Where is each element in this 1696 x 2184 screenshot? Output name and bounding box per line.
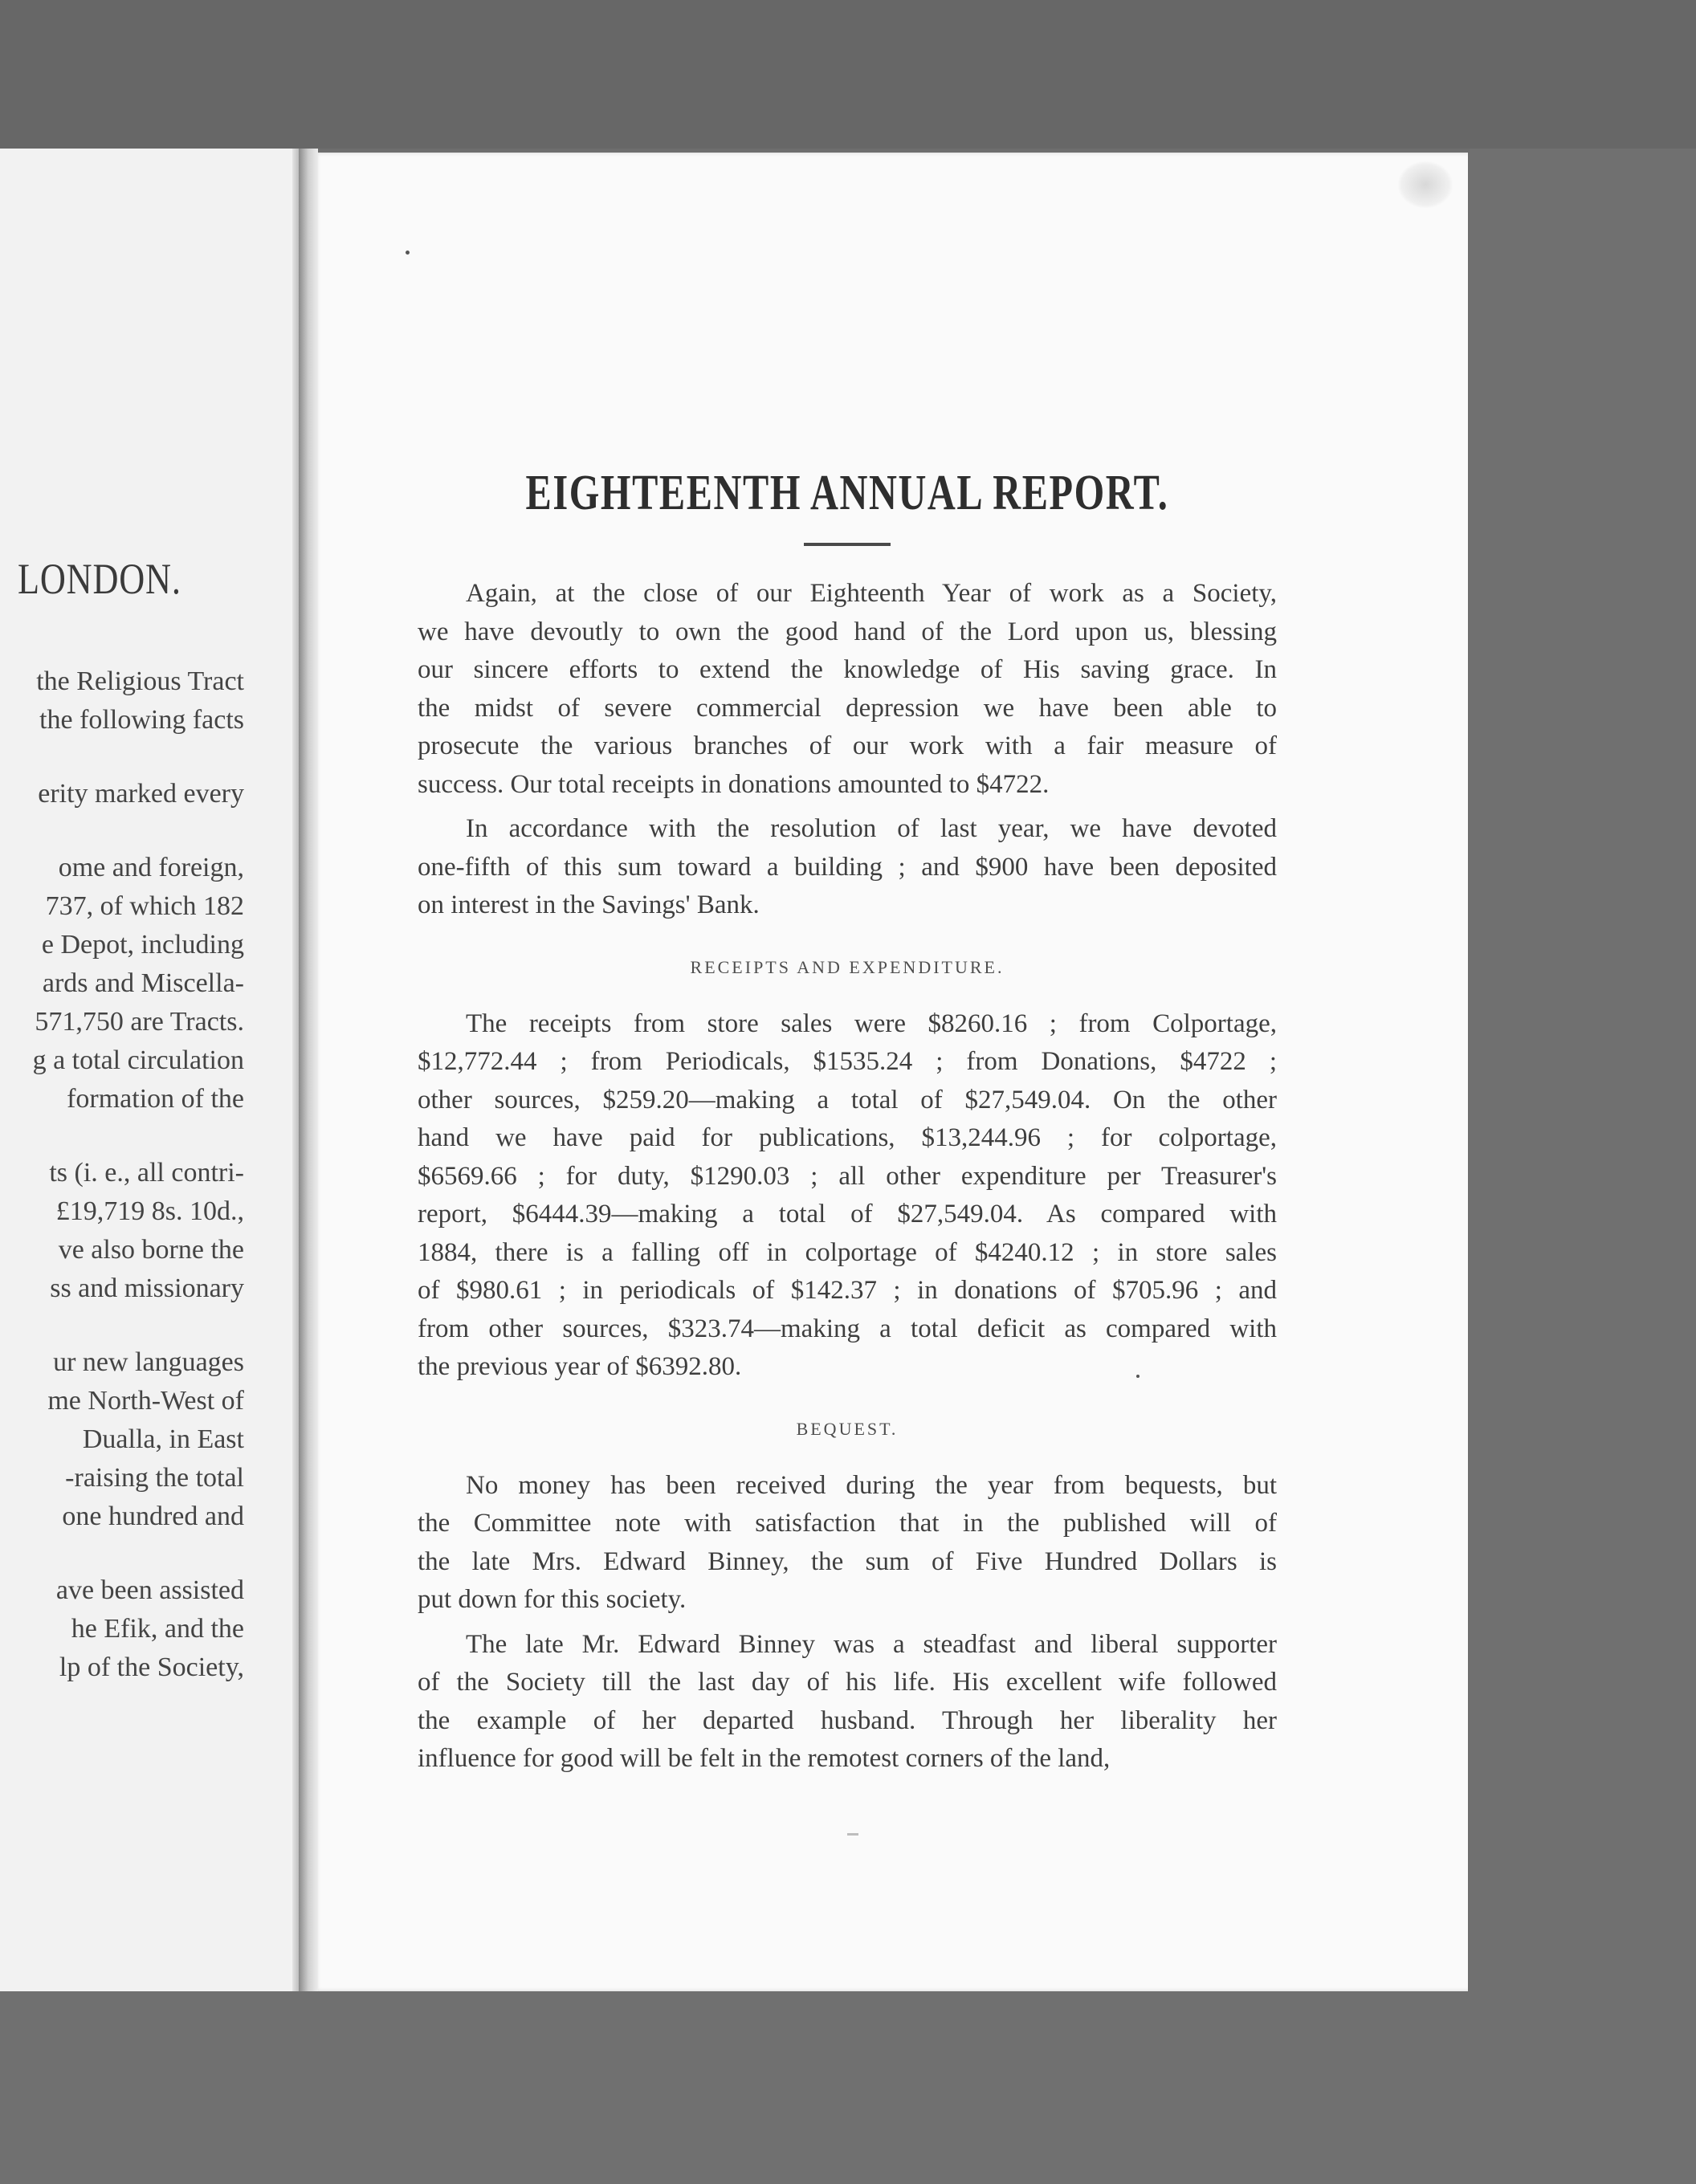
line-gap: [0, 1308, 244, 1343]
text-line: on interest in the Savings' Bank.: [418, 890, 760, 919]
report-title: EIGHTEENTH ANNUAL REPORT.: [525, 466, 1169, 520]
text-line: prosecute the various branches of our work with a fair measure of: [418, 731, 1277, 760]
left-facing-page: [0, 149, 305, 1991]
left-page-line: ss and missionary: [50, 1273, 244, 1303]
left-page-heading: LONDON.: [18, 555, 181, 603]
bequest-paragraph: [418, 1467, 1277, 1620]
scanner-background-right: [1470, 149, 1696, 2184]
text-line: we have devoutly to own the good hand of the Lord upon us, blessing: [418, 617, 1277, 646]
left-page-line: ve also borne the: [58, 1235, 244, 1265]
left-page-line: me North-West of: [47, 1386, 244, 1416]
binney-paragraph: [418, 1626, 1277, 1779]
text-line: one-fifth of this sum toward a building ; and $900 have been deposited: [418, 852, 1277, 882]
text-line: the Committee note with satisfaction that in the published will of: [418, 1509, 1277, 1538]
text-line: the midst of severe commercial depression we have been able to: [418, 693, 1277, 723]
text-line: Again, at the close of our Eighteenth Year of work as a Society,: [466, 579, 1277, 608]
left-page-line: ave been assisted: [55, 1575, 244, 1605]
left-page-line: erity marked every: [38, 779, 244, 809]
text-line: hand we have paid for publications, $13,244.96 ; for colportage,: [418, 1123, 1277, 1152]
text-line: $6569.66 ; for duty, $1290.03 ; all other expenditure per Treasurer's: [418, 1161, 1277, 1191]
page-speck: [406, 251, 410, 255]
text-line: of $980.61 ; in periodicals of $142.37 ; in donations of $705.96 ; and: [418, 1276, 1277, 1305]
book-gutter: [299, 149, 318, 1991]
receipts-paragraph: [418, 1005, 1277, 1387]
bottom-mark: [847, 1833, 858, 1836]
title-rule: [804, 543, 891, 546]
left-page-line: formation of the: [67, 1084, 244, 1114]
bequest-section-heading: BEQUEST.: [796, 1418, 899, 1439]
left-page-text: [0, 662, 244, 1687]
text-line: $12,772.44 ; from Periodicals, $1535.24 ; from Donations, $4722 ;: [418, 1047, 1277, 1076]
line-gap: [0, 740, 244, 775]
left-page-line: lp of the Society,: [59, 1652, 244, 1682]
left-page-line: ards and Miscella-: [42, 968, 244, 998]
text-line: the late Mrs. Edward Binney, the sum of Five Hundred Dollars is: [418, 1546, 1277, 1576]
text-line: other sources, $259.20—making a total of $27,549.04. On the other: [418, 1085, 1277, 1114]
text-line: of the Society till the last day of his life. His excellent wife followed: [418, 1668, 1277, 1697]
text-line: the previous year of $6392.80.: [418, 1352, 742, 1381]
left-page-line: he Efik, and the: [71, 1614, 244, 1644]
text-line: The receipts from store sales were $8260.16 ; from Colportage,: [466, 1008, 1277, 1038]
left-page-line: £19,719 8s. 10d.,: [55, 1196, 244, 1226]
left-page-line: ur new languages: [53, 1347, 244, 1377]
text-line: 1884, there is a falling off in colportage of $4240.12 ; in store sales: [418, 1237, 1277, 1267]
text-line: from other sources, $323.74—making a total deficit as compared with: [418, 1314, 1277, 1343]
left-page-line: the following facts: [39, 705, 244, 735]
left-page-line: 737, of which 182: [45, 891, 244, 921]
left-page-line: ome and foreign,: [58, 853, 244, 882]
text-line: the example of her departed husband. Through her liberality her: [418, 1705, 1277, 1735]
line-gap: [0, 813, 244, 849]
text-line: The late Mr. Edward Binney was a steadfast and liberal supporter: [466, 1629, 1277, 1659]
line-gap: [0, 1536, 244, 1571]
intro-paragraph: [418, 575, 1277, 804]
report-content: [418, 466, 1277, 1779]
scanner-background-top: [0, 0, 1696, 149]
page-corner-wear: [1397, 161, 1453, 209]
text-line: success. Our total receipts in donations amounted to $4722.: [418, 769, 1050, 799]
line-gap: [0, 1118, 244, 1154]
left-page-line: the Religious Tract: [36, 666, 244, 696]
text-line: put down for this society.: [418, 1585, 687, 1614]
text-line: In accordance with the resolution of last year, we have devoted: [466, 814, 1277, 843]
scanner-background-bottom: [0, 1991, 1696, 2184]
left-page-line: g a total circulation: [32, 1045, 244, 1075]
text-line: influence for good will be felt in the remotest corners of the land,: [418, 1744, 1111, 1773]
text-line: our sincere efforts to extend the knowledge of His saving grace. In: [418, 655, 1277, 684]
receipts-section-heading: RECEIPTS AND EXPENDITURE.: [690, 956, 1005, 977]
left-page-line: ts (i. e., all contri-: [49, 1158, 244, 1188]
text-line: report, $6444.39—making a total of $27,549.04. As compared with: [418, 1200, 1277, 1228]
text-line: No money has been received during the year from bequests, but: [466, 1470, 1277, 1500]
resolution-paragraph: [418, 810, 1277, 925]
left-page-line: Dualla, in East: [82, 1424, 244, 1454]
left-page-line: one hundred and: [62, 1502, 244, 1531]
left-page-line: -raising the total: [65, 1463, 244, 1493]
left-page-line: e Depot, including: [41, 930, 244, 960]
left-page-line: 571,750 are Tracts.: [35, 1007, 244, 1037]
